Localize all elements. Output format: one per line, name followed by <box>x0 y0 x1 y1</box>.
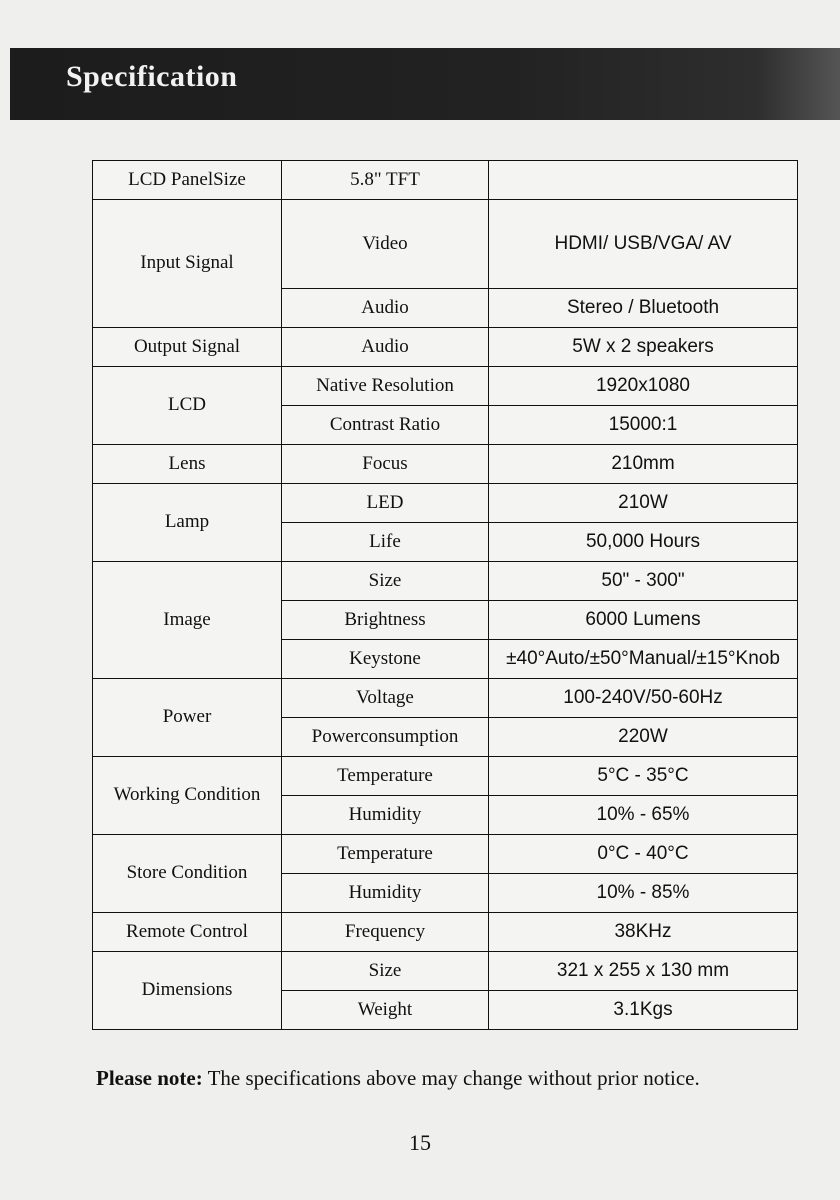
input-signal-label: Input Signal <box>93 200 282 328</box>
page-number: 15 <box>409 1130 431 1155</box>
frequency-label: Frequency <box>282 913 489 952</box>
native-resolution-label: Native Resolution <box>282 367 489 406</box>
store-humidity-label: Humidity <box>282 874 489 913</box>
working-humidity-value: 10% - 65% <box>489 796 798 835</box>
table-row <box>93 757 798 796</box>
working-condition-label: Working Condition <box>93 757 282 835</box>
table-row <box>93 679 798 718</box>
store-humidity-value: 10% - 85% <box>489 874 798 913</box>
contrast-ratio-value: 15000:1 <box>489 406 798 445</box>
lcd-label: LCD <box>93 367 282 445</box>
image-size-value: 50" - 300" <box>489 562 798 601</box>
led-value: 210W <box>489 484 798 523</box>
table-row <box>93 562 798 601</box>
weight-label: Weight <box>282 991 489 1030</box>
footnote <box>96 1066 700 1091</box>
voltage-label: Voltage <box>282 679 489 718</box>
dimensions-size-value: 321 x 255 x 130 mm <box>489 952 798 991</box>
spec-table <box>92 160 798 1030</box>
note-text: The specifications above may change without prior notice. <box>202 1066 700 1090</box>
note-prefix: Please note: <box>96 1066 203 1090</box>
video-value: HDMI/ USB/VGA/ AV <box>489 200 798 289</box>
keystone-label: Keystone <box>282 640 489 679</box>
brightness-label: Brightness <box>282 601 489 640</box>
lcd-panel-size-label: LCD PanelSize <box>93 161 282 200</box>
table-row <box>93 161 798 200</box>
empty-cell <box>489 161 798 200</box>
output-audio-value: 5W x 2 speakers <box>489 328 798 367</box>
power-consumption-label: Powerconsumption <box>282 718 489 757</box>
table-row <box>93 835 798 874</box>
table-row <box>93 200 798 289</box>
keystone-value: ±40°Auto/±50°Manual/±15°Knob <box>489 640 798 679</box>
input-audio-value: Stereo / Bluetooth <box>489 289 798 328</box>
dimensions-label: Dimensions <box>93 952 282 1030</box>
table-row <box>93 328 798 367</box>
video-label: Video <box>282 200 489 289</box>
output-audio-label: Audio <box>282 328 489 367</box>
output-signal-label: Output Signal <box>93 328 282 367</box>
native-resolution-value: 1920x1080 <box>489 367 798 406</box>
store-temperature-label: Temperature <box>282 835 489 874</box>
table-row <box>93 445 798 484</box>
contrast-ratio-label: Contrast Ratio <box>282 406 489 445</box>
focus-value: 210mm <box>489 445 798 484</box>
image-size-label: Size <box>282 562 489 601</box>
input-audio-label: Audio <box>282 289 489 328</box>
image-label: Image <box>93 562 282 679</box>
store-condition-label: Store Condition <box>93 835 282 913</box>
voltage-value: 100-240V/50-60Hz <box>489 679 798 718</box>
table-row <box>93 367 798 406</box>
led-label: LED <box>282 484 489 523</box>
page-title: Specification <box>66 60 238 93</box>
lcd-panel-size-value: 5.8" TFT <box>282 161 489 200</box>
lamp-label: Lamp <box>93 484 282 562</box>
working-humidity-label: Humidity <box>282 796 489 835</box>
frequency-value: 38KHz <box>489 913 798 952</box>
remote-control-label: Remote Control <box>93 913 282 952</box>
power-label: Power <box>93 679 282 757</box>
life-label: Life <box>282 523 489 562</box>
dimensions-size-label: Size <box>282 952 489 991</box>
working-temperature-value: 5°C - 35°C <box>489 757 798 796</box>
store-temperature-value: 0°C - 40°C <box>489 835 798 874</box>
power-consumption-value: 220W <box>489 718 798 757</box>
life-value: 50,000 Hours <box>489 523 798 562</box>
lens-label: Lens <box>93 445 282 484</box>
table-row <box>93 484 798 523</box>
working-temperature-label: Temperature <box>282 757 489 796</box>
focus-label: Focus <box>282 445 489 484</box>
weight-value: 3.1Kgs <box>489 991 798 1030</box>
table-row <box>93 913 798 952</box>
table-row <box>93 952 798 991</box>
brightness-value: 6000 Lumens <box>489 601 798 640</box>
